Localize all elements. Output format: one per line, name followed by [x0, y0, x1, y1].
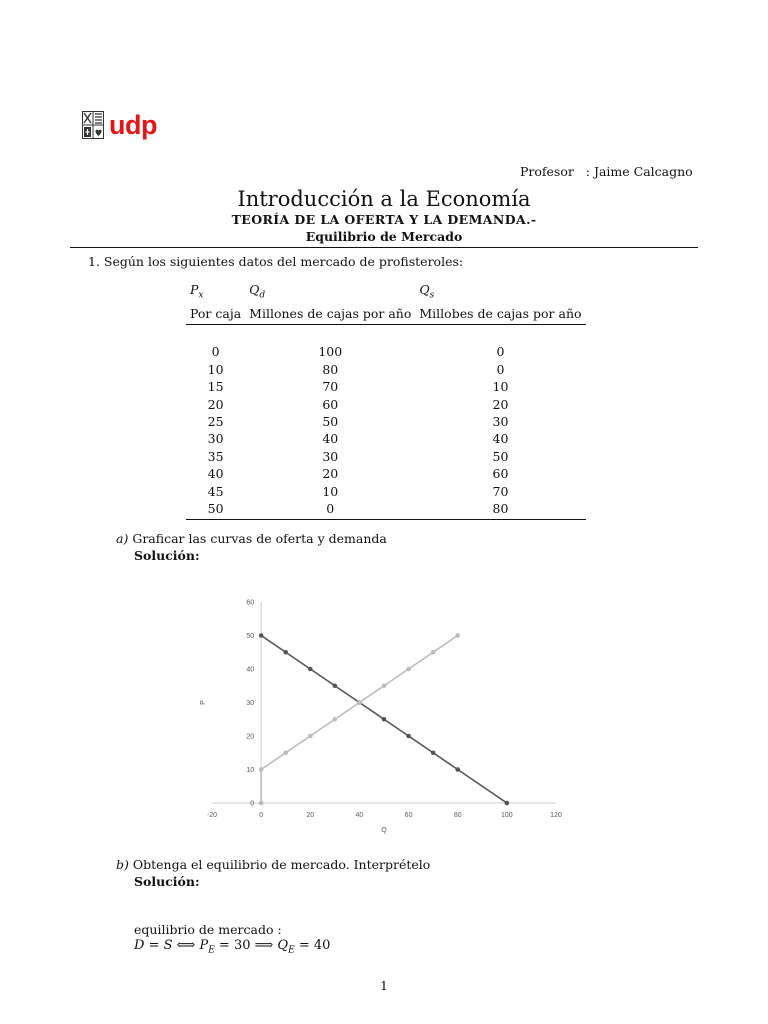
eq-p-value: = 30 — [218, 938, 251, 953]
y-tick-label: 0 — [250, 800, 255, 808]
professor-line — [520, 164, 693, 179]
eq-implies: ⟹ — [254, 938, 274, 953]
item-b-text: Obtenga el equilibrio de mercado. Interprételo — [132, 857, 431, 872]
cell-price: 10 — [207, 361, 224, 377]
item-a-solution-label: Solución: — [134, 548, 200, 563]
y-tick-label: 60 — [246, 599, 255, 607]
data-point — [431, 650, 436, 655]
cell-supply: 80 — [415, 500, 585, 520]
eq-d: D — [134, 938, 145, 953]
table-row — [186, 430, 586, 447]
cell-demand: 60 — [322, 396, 339, 412]
data-point — [382, 683, 387, 688]
data-point — [333, 683, 338, 688]
cell-price: 45 — [207, 483, 224, 499]
eq-s: S — [163, 938, 173, 953]
x-tick-label: 20 — [306, 812, 315, 819]
cell-demand: 20 — [322, 466, 339, 482]
cell-supply: 70 — [492, 483, 509, 499]
data-point — [308, 667, 313, 672]
cell-price: 0 — [211, 344, 220, 360]
col-px-symbol: $P_x$ — [190, 282, 204, 301]
equilibrium-label: equilibrio de mercado : — [134, 922, 282, 937]
eq-equals: = — [148, 938, 160, 953]
item-b-label: b) — [116, 857, 129, 872]
x-tick-label: -20 — [206, 812, 218, 819]
cell-price: 40 — [207, 466, 224, 482]
professor-label: Profesor — [520, 164, 574, 179]
cell-supply: 0 — [496, 344, 505, 360]
cell-supply: 10 — [492, 379, 509, 395]
x-tick-label: 0 — [259, 812, 264, 819]
table-row — [186, 500, 586, 520]
cell-supply: 30 — [492, 413, 509, 429]
cell-demand: 50 — [322, 413, 339, 429]
data-point — [308, 734, 313, 739]
cell-price: 25 — [207, 413, 224, 429]
y-axis-title: P — [200, 700, 207, 705]
eq-iff: ⟺ — [176, 938, 196, 953]
professor-name: : Jaime Calcagno — [585, 164, 693, 179]
data-point — [283, 750, 288, 755]
col-header-price: Por caja — [186, 305, 245, 325]
data-point — [259, 767, 264, 772]
question-text: Según los siguientes datos del mercado de profisteroles: — [103, 254, 464, 269]
equilibrium-formula — [134, 938, 330, 956]
header-divider — [70, 247, 698, 248]
table-row — [186, 448, 586, 465]
y-tick-label: 10 — [246, 767, 255, 774]
item-b — [116, 857, 430, 872]
table-row — [186, 396, 586, 413]
market-data-table — [186, 281, 586, 520]
cell-demand: 0 — [245, 500, 415, 520]
cell-demand: 10 — [322, 483, 339, 499]
cell-supply: 50 — [492, 448, 509, 464]
series-line — [261, 636, 458, 804]
data-point — [406, 734, 411, 739]
udp-logo — [82, 110, 157, 140]
data-point — [382, 717, 387, 722]
cell-supply: 60 — [492, 466, 509, 482]
y-tick-label: 50 — [246, 633, 255, 640]
col-qd-symbol: $Q_d$ — [249, 282, 266, 301]
data-point — [357, 700, 362, 705]
data-point — [455, 633, 460, 638]
table-row — [186, 361, 586, 378]
y-tick-label: 40 — [246, 666, 255, 674]
logo-text: udp — [109, 109, 157, 140]
data-point — [406, 667, 411, 672]
x-axis-title: Q — [381, 827, 387, 834]
page-subtitle: TEORÍA DE LA OFERTA Y LA DEMANDA.- — [231, 212, 537, 227]
cell-price: 30 — [207, 431, 224, 447]
table-row — [186, 343, 586, 360]
data-point — [259, 633, 264, 638]
table-row — [186, 378, 586, 395]
page-subtitle-secondary: Equilibrio de Mercado — [305, 229, 463, 244]
data-point — [283, 650, 288, 655]
x-tick-label: 120 — [550, 812, 562, 819]
item-a-text: Graficar las curvas de oferta y demanda — [132, 531, 387, 546]
eq-q-value: = 40 — [298, 938, 331, 953]
eq-p-sub: E — [208, 945, 215, 956]
y-tick-label: 30 — [246, 700, 255, 707]
cell-supply: 0 — [496, 361, 505, 377]
question-1 — [88, 254, 463, 269]
page-title: Introducción a la Economía — [237, 187, 531, 211]
question-number: 1. — [88, 254, 100, 269]
cell-demand: 40 — [322, 431, 339, 447]
eq-q-sub: E — [288, 945, 295, 956]
university-crest-icon — [82, 111, 104, 139]
data-point — [505, 801, 510, 806]
table-row — [186, 413, 586, 430]
y-tick-label: 20 — [246, 733, 255, 741]
cell-supply: 40 — [492, 431, 509, 447]
supply-demand-chart — [190, 590, 580, 840]
table-spacer — [186, 325, 586, 344]
cell-demand: 100 — [318, 344, 343, 360]
table-row — [186, 465, 586, 482]
eq-p: P — [199, 938, 209, 953]
item-a — [116, 531, 387, 546]
x-tick-label: 40 — [355, 812, 364, 819]
data-point — [431, 750, 436, 755]
table-row — [186, 483, 586, 500]
eq-q: Q — [277, 938, 289, 953]
item-a-label: a) — [116, 531, 129, 546]
data-point — [333, 717, 338, 722]
x-tick-label: 80 — [453, 812, 462, 819]
data-point — [259, 801, 264, 806]
col-header-demand: Millones de cajas por año — [245, 305, 415, 325]
page-number: 1 — [380, 978, 388, 993]
table-header-row — [186, 305, 586, 325]
x-tick-label: 60 — [404, 812, 413, 819]
cell-demand: 30 — [322, 448, 339, 464]
cell-demand: 80 — [322, 361, 339, 377]
cell-demand: 70 — [322, 379, 339, 395]
col-qs-symbol: $Q_s$ — [419, 282, 435, 301]
cell-supply: 20 — [492, 396, 509, 412]
cell-price: 35 — [207, 448, 224, 464]
item-b-solution-label: Solución: — [134, 874, 200, 889]
cell-price: 20 — [207, 396, 224, 412]
cell-price: 15 — [207, 379, 224, 395]
x-tick-label: 100 — [501, 812, 513, 819]
col-header-supply: Millobes de cajas por año — [415, 305, 585, 325]
cell-price: 50 — [186, 500, 245, 520]
table-symbol-row — [186, 281, 586, 305]
data-point — [455, 767, 460, 772]
